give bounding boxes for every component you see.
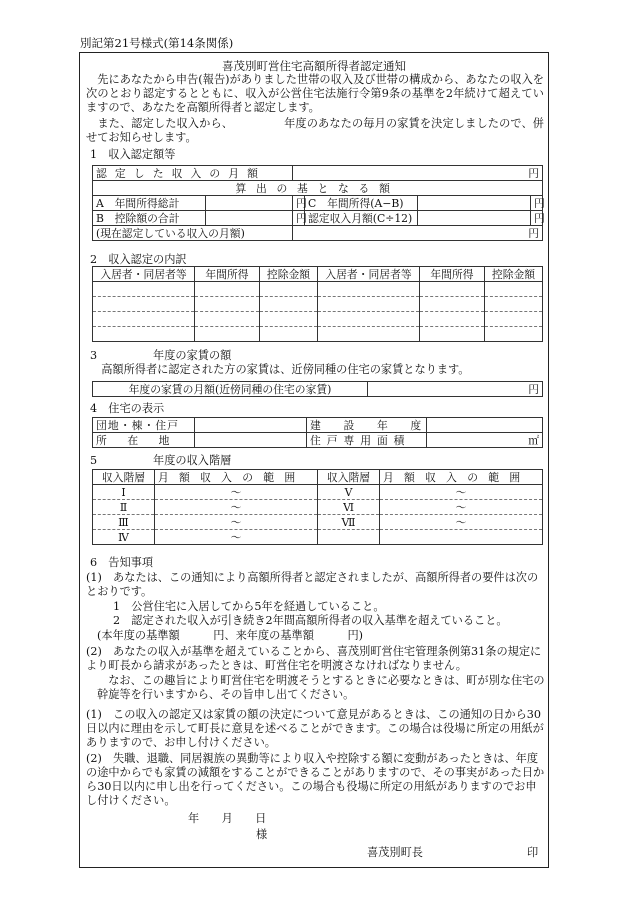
notice-2-b: なお、この趣旨により町営住宅を明渡そうとするときに必要なときは、町が別な住宅の幹旋等を行いますから、その旨申し出てください。 <box>97 674 545 701</box>
table-row <box>93 530 543 545</box>
bracket-label: Ⅱ <box>93 500 155 515</box>
address-label: 所在地 <box>93 433 195 448</box>
header-resident: 入居者・同居者等 <box>93 267 195 282</box>
housing-row-2 <box>93 433 543 448</box>
b-calc-row <box>93 211 543 226</box>
b-label: B 控除額の合計 <box>93 211 206 226</box>
intro-paragraph-2: また、認定した収入から、 年度のあなたの毎月の家賃を決定しましたので、併せてお知らせします。 <box>86 117 544 144</box>
monthly-calc-label: 認定収入月額(C÷12) <box>305 211 418 226</box>
bracket-label: Ⅵ <box>318 500 380 515</box>
monthly-calc-yen: 円 <box>531 211 543 226</box>
section-3-text: 高額所得者に認定された方の家賃は、近傍同種の住宅の家賃となります。 <box>90 363 470 376</box>
income-table <box>92 165 543 241</box>
bracket-label <box>318 530 380 545</box>
bracket-range: 〜 <box>155 485 318 500</box>
table-row <box>93 297 543 312</box>
bracket-range: 〜 <box>380 500 543 515</box>
date-line: 年 月 日 <box>188 812 267 825</box>
document-title: 喜茂別町営住宅高額所得者認定通知 <box>222 59 406 73</box>
unit-label: 団地・棟・住戸 <box>93 418 195 433</box>
income-bracket-table <box>92 469 543 545</box>
bracket-range: 〜 <box>380 515 543 530</box>
monthly-label: 認定した収入の月額 <box>93 166 293 181</box>
current-yen: 円 <box>293 226 543 241</box>
addressee-sama: 様 <box>256 828 268 841</box>
notice-2: (2) あなたの収入が基準を超えていることから、喜茂別町営住宅管理条例第31条の規定により町長から請求があったときは、町営住宅を明渡さなければなりません。 <box>86 645 542 672</box>
table-row <box>93 282 543 297</box>
bracket-label: Ⅶ <box>318 515 380 530</box>
section-5-heading: 5 年度の収入階層 <box>90 454 232 467</box>
built-year-label: 建設年度 <box>307 418 427 433</box>
bracket-range: 〜 <box>380 485 543 500</box>
a-label: A 年間所得総計 <box>93 196 206 211</box>
section-1-heading: 1 収入認定額等 <box>90 148 176 161</box>
basis-label: 算出の基となる額 <box>93 181 543 196</box>
header-annual-income-2: 年間所得 <box>420 267 485 282</box>
current-row <box>93 226 543 241</box>
bracket-range: 〜 <box>155 500 318 515</box>
bracket-range: 〜 <box>155 530 318 545</box>
bracket-label: Ⅲ <box>93 515 155 530</box>
housing-row-1 <box>93 418 543 433</box>
a-c-row <box>93 196 543 211</box>
b-yen: 円 <box>293 211 305 226</box>
rent-table <box>92 381 543 397</box>
basis-row <box>93 181 543 196</box>
notice-3: (1) この収入の認定又は家賃の額の決定について意見があるときは、この通知の日から30日以内に理由を示して町長に意見を述べることができます。この場合は役場に所定の用紙がありますので、お申し付けください。 <box>86 708 544 749</box>
housing-table <box>92 417 543 448</box>
header-bracket: 収入階層 <box>93 470 155 485</box>
section-2-heading: 2 収入認定の内訳 <box>90 253 187 266</box>
header-deduction: 控除金額 <box>260 267 318 282</box>
bracket-range: 〜 <box>155 515 318 530</box>
header-range: 月額収入の範囲 <box>155 470 318 485</box>
notice-4: (2) 失職、退職、同居親族の異動等により収入や控除する額に変動があったときは、年度の途中からでも家賃の減額をすることができることがありますので、その事実があった日から30日以内に申し出を行ってください。この場合も役場に所定の用紙がありますのでお申し付けください。 <box>86 752 545 807</box>
notice-1-basis: (本年度の基準額 円、来年度の基準額 円) <box>97 629 364 642</box>
a-yen: 円 <box>293 196 305 211</box>
table-row <box>93 500 543 515</box>
notice-1-item-2: 2 認定された収入が引き続き2年間高額所得者の収入基準を超えていること。 <box>113 614 508 627</box>
table-row <box>93 327 543 342</box>
notice-1-item-1: 1 公営住宅に入居してから5年を経過していること。 <box>113 600 385 613</box>
c-yen: 円 <box>531 196 543 211</box>
mayor-signature: 喜茂別町長 <box>367 846 423 859</box>
header-annual-income: 年間所得 <box>195 267 260 282</box>
section-3-heading: 3 年度の家賃の額 <box>90 349 232 362</box>
form-reference: 別記第21号様式(第14条関係) <box>80 36 234 50</box>
breakdown-header-row <box>93 267 543 282</box>
rent-label: 年度の家賃の月額(近傍同種の住宅の家賃) <box>93 382 368 397</box>
floor-area-label: 住戸専用面積 <box>307 433 427 448</box>
table-row <box>93 515 543 530</box>
bracket-header-row <box>93 470 543 485</box>
rent-row <box>93 382 543 397</box>
section-4-heading: 4 住宅の表示 <box>90 402 165 415</box>
breakdown-table <box>92 266 543 342</box>
header-bracket-2: 収入階層 <box>318 470 380 485</box>
monthly-row <box>93 166 543 181</box>
section-6-heading: 6 告知事項 <box>90 556 154 569</box>
header-resident-2: 入居者・同居者等 <box>318 267 420 282</box>
rent-yen: 円 <box>368 382 543 397</box>
notice-1: (1) あなたは、この通知により高額所得者と認定されましたが、高額所得者の要件は次のとおりです。 <box>86 571 539 598</box>
bracket-label: Ⅴ <box>318 485 380 500</box>
header-range-2: 月額収入の範囲 <box>380 470 543 485</box>
seal-mark: 印 <box>527 846 539 859</box>
current-label: (現在認定している収入の月額) <box>93 226 293 241</box>
monthly-value: 円 <box>293 166 543 181</box>
c-label: C 年間所得(A−B) <box>305 196 418 211</box>
floor-area-unit: ㎡ <box>427 433 543 448</box>
bracket-label: Ⅰ <box>93 485 155 500</box>
header-deduction-2: 控除金額 <box>485 267 543 282</box>
bracket-label: Ⅳ <box>93 530 155 545</box>
bracket-range <box>380 530 543 545</box>
table-row <box>93 312 543 327</box>
intro-paragraph: 先にあなたから申告(報告)がありました世帯の収入及び世帯の構成から、あなたの収入を次のとおり認定するとともに、収入が公営住宅法施行令第9条の基準を2年続けて超えていますので、あなたを高額所得者と認定します。 <box>86 73 544 114</box>
table-row <box>93 485 543 500</box>
